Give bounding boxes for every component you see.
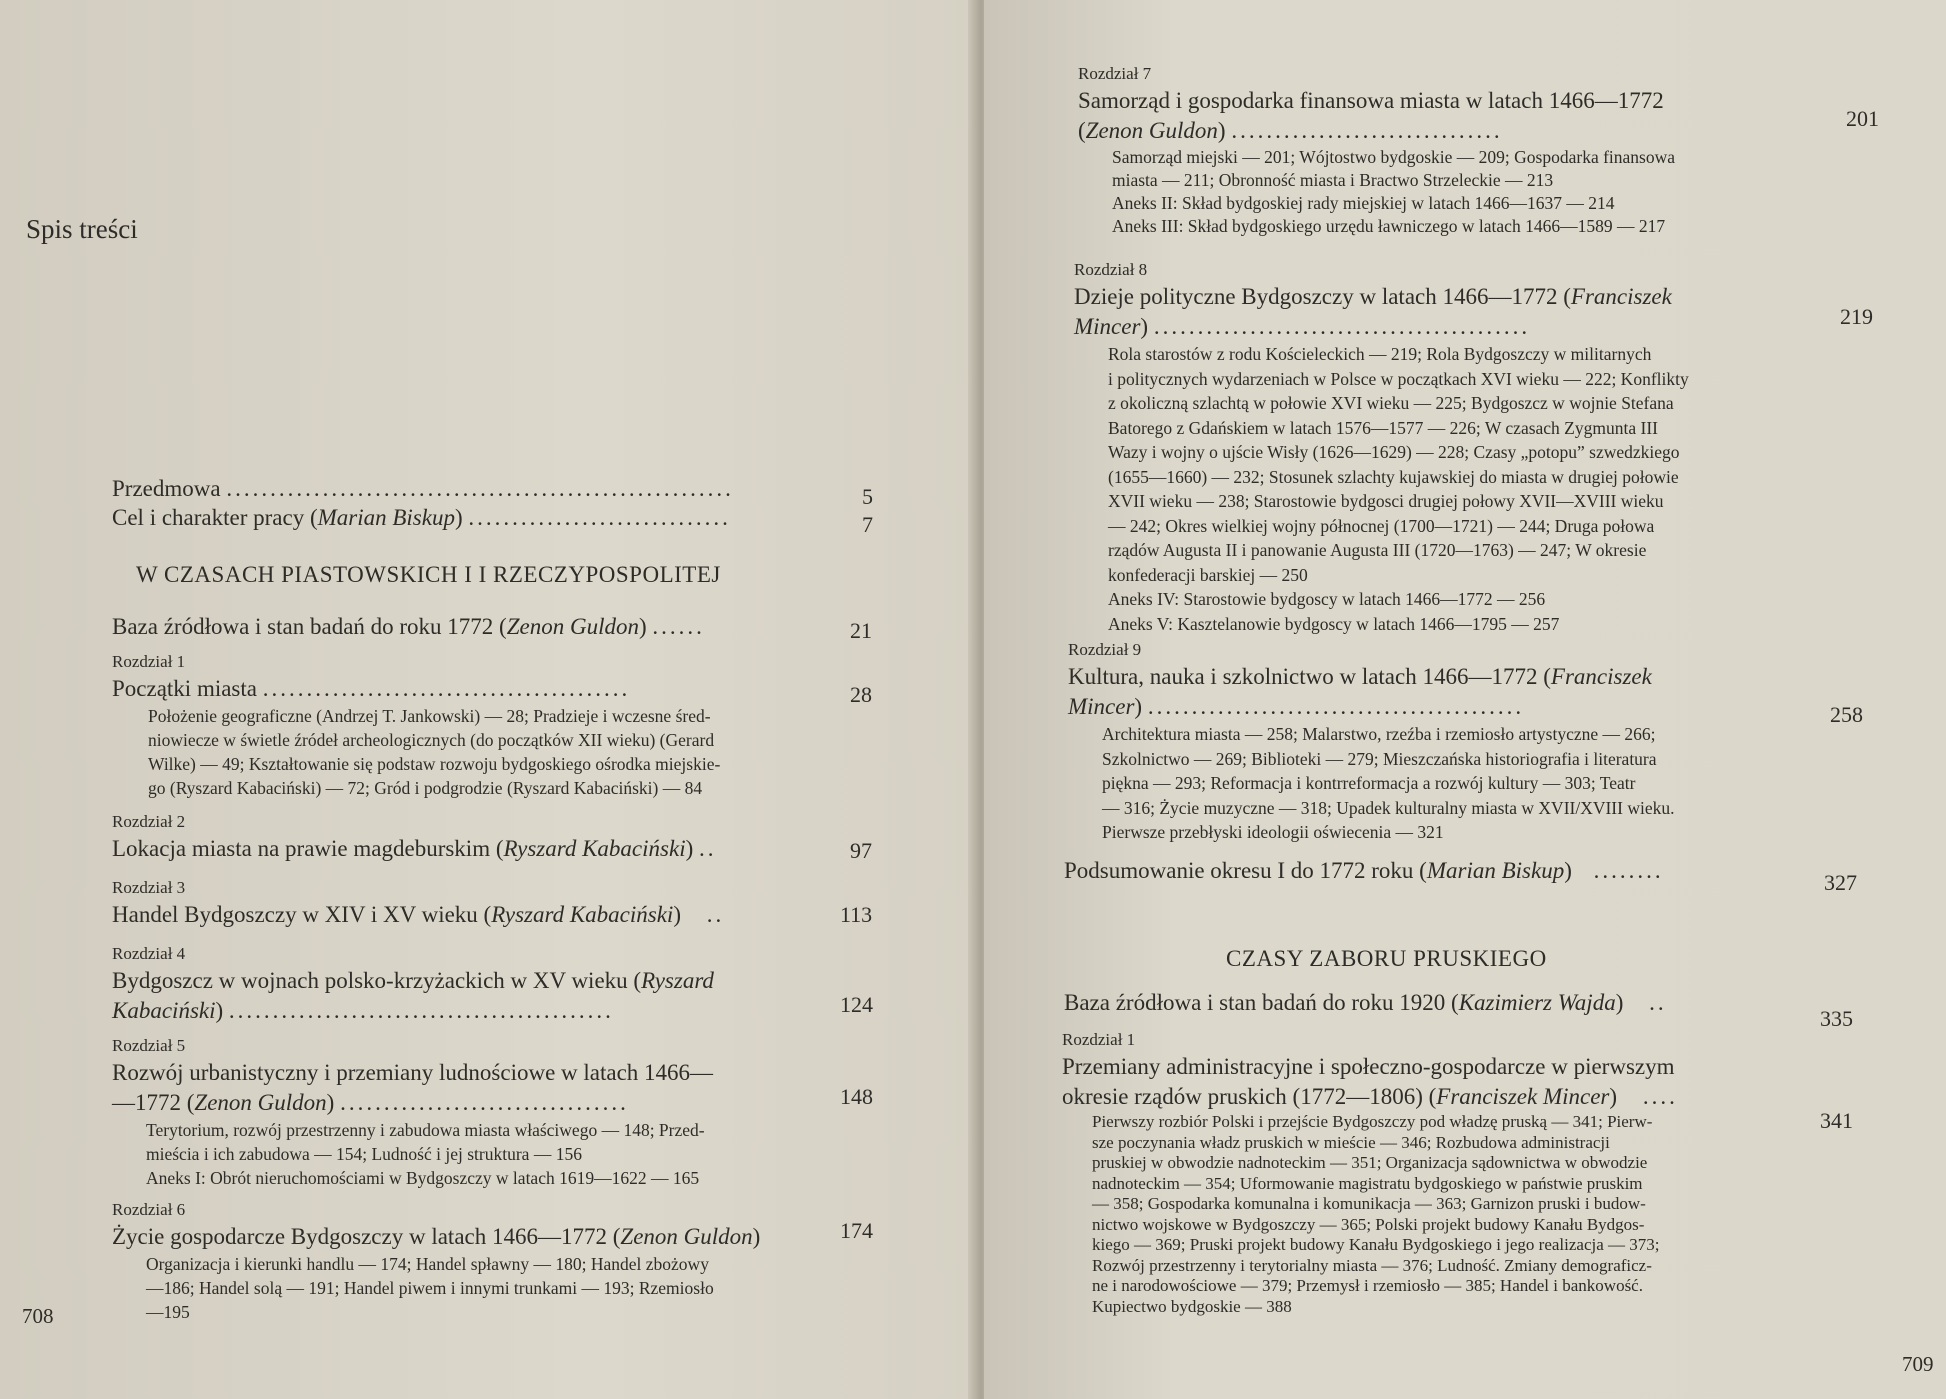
subsection-line: sze poczynania władz pruskich w mieście — 346; Rozbudowa administracji [1092, 1132, 1610, 1152]
entry-author: Ryszard Kabaciński [491, 902, 674, 927]
entry-author: Ryszard [641, 968, 714, 993]
subsection-line: go (Ryszard Kabaciński) — 72; Gród i podgrodzie (Ryszard Kabaciński) — 84 [148, 778, 703, 798]
page-ref: 219 [1840, 304, 1873, 329]
subsection-line: Aneks II: Skład bydgoskiej rady miejskiej w latach 1466—1637 — 214 [1112, 193, 1615, 213]
subsection-line: Położenie geograficzne (Andrzej T. Jankowski) — 28; Pradzieje i wczesne śred- [148, 706, 711, 726]
toc-chapter-4 [112, 944, 872, 1026]
toc-entry-baza [112, 612, 705, 642]
leader-dots: .......................................... [262, 676, 631, 701]
subsection-line: Szkolnictwo — 269; Biblioteki — 279; Mieszczańska historiografia i literatura [1102, 748, 1657, 769]
toc-chapter-6 [112, 1200, 882, 1324]
chapter-label: Rozdział 5 [112, 1036, 186, 1055]
subsection-line: Kupiectwo bydgoskie — 388 [1092, 1296, 1292, 1316]
chapter-label: Rozdział 1 [112, 652, 186, 671]
part-heading: W CZASACH PIASTOWSKICH I I RZECZYPOSPOLITEJ [136, 562, 721, 587]
subsection-line: Wazy i wojny o ujście Wisły (1626—1629) — 228; Czasy „potopu” szwedzkiego [1108, 442, 1680, 462]
chapter-title: Samorząd i gospodarka finansowa miasta w latach 1466—1772 (Zenon Guldon) ............................... [1078, 86, 1778, 146]
entry-author: Marian Biskup [317, 505, 455, 530]
subsection-line: Pierwsze przebłyski ideologii oświecenia — 321 [1102, 822, 1444, 842]
toc-chapter-2 [112, 812, 872, 864]
subsection-line: —195 [146, 1302, 190, 1322]
subsection-line: XVII wieku — 238; Starostowie bydgosci drugiej połowy XVII—XVIII wieku [1108, 491, 1664, 511]
chapter-title [112, 966, 872, 1026]
page-ref: 28 [850, 682, 872, 707]
subsection-line: Organizacja i kierunki handlu — 174; Handel spławny — 180; Handel zbożowy [146, 1254, 709, 1274]
entry-title-close: ) [1609, 1084, 1618, 1109]
chapter-subsections [1092, 1112, 1772, 1317]
subsection-line: — 316; Życie muzyczne — 318; Upadek kulturalny miasta w XVII/XVIII wieku. [1102, 797, 1675, 818]
chapter-title-text: Handel Bydgoszczy w XIV i XV wieku ( [112, 902, 492, 927]
subsection-line: Samorząd miejski — 201; Wójtostwo bydgoskie — 209; Gospodarka finansowa [1112, 147, 1676, 167]
right-page [984, 0, 1946, 1399]
entry-title-close: ) [752, 1224, 761, 1249]
entry-author: Zenon Guldon [620, 1224, 753, 1249]
leader-dots: .. [706, 902, 725, 927]
entry-title: Przedmowa [112, 476, 221, 501]
chapter-title [112, 834, 872, 864]
subsection-line: ne i narodowościowe — 379; Przemysł i rzemiosło — 385; Handel i bankowość. [1092, 1276, 1643, 1295]
part-heading: CZASY ZABORU PRUSKIEGO [1226, 946, 1547, 971]
chapter-title-text: Rozwój urbanistyczny i przemiany ludnościowe w latach 1466— [112, 1060, 714, 1085]
leader-dots: .. [699, 836, 717, 861]
entry-author: Kabaciński [112, 998, 216, 1023]
entry-author: Zenon Guldon [506, 614, 639, 639]
page-ref: 174 [840, 1218, 873, 1243]
entry-author: Franciszek [1570, 284, 1672, 309]
toc-entry-cel [112, 505, 880, 531]
page-ref: 148 [840, 1084, 873, 1109]
subsection-line: Wilke) — 49; Kształtowanie się podstaw rozwoju bydgoskiego ośrodka miejskie- [148, 754, 721, 774]
toc-chapter-9 [1068, 640, 1778, 845]
chapter-subsections [1108, 342, 1778, 636]
subsection-line: rządów Augusta II i panowanie Augusta III (1720—1763) — 247; W okresie [1108, 540, 1647, 560]
subsection-line: —186; Handel solą — 191; Handel piwem i innymi trunkami — 193; Rzemiosło [146, 1278, 714, 1298]
page-ref: 113 [840, 902, 873, 927]
entry-author: Zenon Guldon [194, 1090, 327, 1115]
chapter-title-text: —1772 ( [112, 1090, 195, 1115]
entry-title-close: ) [685, 836, 694, 861]
chapter-subsections [1112, 146, 1778, 238]
page-ref: 21 [850, 618, 872, 643]
chapter-label: Rozdział 4 [112, 944, 186, 963]
chapter-title-text: Dzieje polityczne Bydgoszczy w latach 1466—1772 ( [1074, 284, 1571, 309]
toc-chapter-8 [1074, 260, 1778, 636]
subsection-line: Aneks V: Kasztelanowie bydgoscy w latach 1466—1795 — 257 [1108, 613, 1560, 634]
subsection-line: Architektura miasta — 258; Malarstwo, rzeźba i rzemiosło artystyczne — 266; [1102, 724, 1656, 744]
entry-author: Franciszek [1550, 664, 1652, 689]
subsection-line: piękna — 293; Reformacja i kontrreformacja a rozwój kultury — 303; Teatr [1102, 773, 1636, 793]
chapter-title [112, 1058, 872, 1118]
toc-chapter-5 [112, 1036, 872, 1190]
chapter-title-text: okresie rządów pruskich (1772—1806) ( [1062, 1084, 1437, 1109]
page-ref: 335 [1820, 1006, 1853, 1031]
chapter-label: Rozdział 7 [1078, 64, 1152, 83]
entry-title-close: ) [638, 614, 647, 639]
subsection-line: Rola starostów z rodu Kościeleckich — 219; Rola Bydgoszczy w militarnych [1108, 344, 1652, 364]
leader-dots: .............................. [468, 505, 731, 530]
chapter-label: Rozdział 8 [1074, 260, 1148, 279]
chapter-label: Rozdział 6 [112, 1200, 186, 1219]
chapter-label: Rozdział 2 [112, 812, 186, 831]
chapter-title: Dzieje polityczne Bydgoszczy w latach 1466—1772 (Franciszek Mincer) ........................................... [1074, 284, 1672, 339]
page-number: 708 [22, 1304, 54, 1328]
page-ref: 5 [862, 484, 873, 509]
leader-dots: ............................................ [228, 998, 614, 1023]
page-number: 709 [1902, 1352, 1934, 1376]
chapter-subsections [148, 704, 872, 800]
leader-dots: ...... [652, 614, 705, 639]
chapter-subsections [146, 1252, 882, 1324]
entry-title-close: ) [673, 902, 681, 927]
chapter-title [1062, 1052, 1772, 1112]
entry-title: Cel i charakter pracy ( [112, 505, 318, 530]
entry-title-close: ) [454, 505, 463, 530]
leader-dots: .. [1649, 990, 1667, 1015]
chapter-title [112, 900, 872, 930]
subsection-line: miasta — 211; Obronność miasta i Bractwo Strzeleckie — 213 [1112, 170, 1554, 190]
page-ref: 124 [840, 992, 873, 1017]
entry-author: Ryszard Kabaciński [503, 836, 686, 861]
subsection-line: — 358; Gospodarka komunalna i komunikacja — 363; Garnizon pruski i budow- [1092, 1194, 1646, 1213]
leader-dots: ........................................... [1147, 694, 1525, 719]
leader-dots: ........................................... [1153, 314, 1531, 339]
entry-title: Podsumowanie okresu I do 1772 roku ( [1064, 858, 1427, 883]
subsection-line: mieścia i ich zabudowa — 154; Ludność i jej struktura — 156 [146, 1144, 582, 1164]
entry-author: Franciszek Mincer [1436, 1084, 1610, 1109]
subsection-line: Aneks IV: Starostowie bydgoscy w latach 1466—1772 — 256 [1108, 589, 1546, 609]
page-ref: 341 [1820, 1108, 1853, 1133]
subsection-line: i politycznych wydarzeniach w Polsce w początkach XVI wieku — 222; Konflikty [1108, 368, 1689, 389]
toc-chapter-7 [1078, 64, 1778, 238]
chapter-title-text: Życie gospodarcze Bydgoszczy w latach 1466—1772 ( [112, 1224, 621, 1249]
page-ref: 7 [862, 512, 873, 537]
toc-chapter-1 [112, 652, 872, 800]
chapter-title-text: Przemiany administracyjne i społeczno-gospodarcze w pierwszym [1062, 1054, 1675, 1079]
toc-entry-podsumowanie [1064, 856, 1664, 886]
subsection-line: nadnoteckim — 354; Uformowanie magistratu bydgoskiego w państwie pruskim [1092, 1173, 1643, 1193]
leader-dots: .... [1642, 1084, 1678, 1109]
leader-dots: ............................... [1231, 118, 1503, 143]
leader-dots: ................................. [340, 1090, 629, 1115]
chapter-label: Rozdział 9 [1068, 640, 1142, 659]
chapter-subsections [146, 1118, 872, 1190]
entry-title-close: ) [1615, 990, 1624, 1015]
chapter-label: Rozdział 3 [112, 878, 186, 897]
chapter-title [112, 1222, 882, 1252]
entry-author: Zenon Guldon [1085, 118, 1218, 143]
chapter-title-text: Samorząd i gospodarka finansowa miasta w latach 1466—1772 [1078, 88, 1664, 113]
subsection-line: Pierwszy rozbiór Polski i przejście Bydgoszczy pod władzę pruską — 341; Pierw- [1092, 1112, 1653, 1131]
entry-author: Mincer [1074, 314, 1141, 339]
page-ref: 97 [850, 838, 872, 863]
toc-entry-baza-1920 [1064, 988, 1667, 1018]
toc-entry-przedmowa [112, 476, 880, 502]
page-ref: 201 [1846, 106, 1879, 131]
subsection-line: nictwo wojskowe w Bydgoszczy — 365; Polski projekt budowy Kanału Bydgos- [1092, 1214, 1645, 1234]
subsection-line: z okoliczną szlachtą w połowie XVI wieku — 225; Bydgoszcz w wojnie Stefana [1108, 393, 1674, 413]
toc-heading: Spis treści [26, 214, 138, 244]
chapter-title-text: Bydgoszcz w wojnach polsko-krzyżackich w XV wieku ( [112, 968, 642, 993]
chapter-title-text: Kultura, nauka i szkolnictwo w latach 1466—1772 ( [1068, 664, 1551, 689]
subsection-line: Terytorium, rozwój przestrzenny i zabudowa miasta właściwego — 148; Przed- [146, 1120, 705, 1140]
entry-title-close: ) [215, 998, 224, 1023]
subsection-line: Batorego z Gdańskiem w latach 1576—1577 — 226; W czasach Zygmunta III [1108, 417, 1658, 438]
chapter-title-text: Lokacja miasta na prawie magdeburskim ( [112, 836, 504, 861]
chapter-subsections [1102, 722, 1778, 845]
subsection-line: (1655—1660) — 232; Stosunek szlachty kujawskiej do miasta w drugiej połowie [1108, 466, 1679, 487]
subsection-line: niowiecze w świetle źródeł archeologicznych (do początków XII wieku) (Gerard [148, 730, 715, 750]
leader-dots: .......................................................... [226, 476, 734, 501]
chapter-title [112, 674, 872, 704]
leader-dots: ........ [1593, 858, 1664, 883]
entry-title: Baza źródłowa i stan badań do roku 1920 ( [1064, 990, 1459, 1015]
toc-chapter-3 [112, 878, 872, 930]
entry-title-close: ) [1564, 858, 1572, 883]
entry-title-close: ) [326, 1090, 335, 1115]
page-ref: 258 [1830, 702, 1863, 727]
chapter-label: Rozdział 1 [1062, 1030, 1136, 1049]
subsection-line: Aneks III: Skład bydgoskiego urzędu ławniczego w latach 1466—1589 — 217 [1112, 216, 1666, 236]
subsection-line: — 242; Okres wielkiej wojny północnej (1700—1721) — 244; Druga połowa [1108, 515, 1655, 536]
subsection-line: pruskiej w obwodzie nadnoteckim — 351; Organizacja sądownictwa w obwodzie [1092, 1153, 1648, 1172]
chapter-title: Kultura, nauka i szkolnictwo w latach 1466—1772 (Franciszek Mincer) ........................................... [1068, 664, 1652, 719]
subsection-line: konfederacji barskiej — 250 [1108, 564, 1308, 585]
entry-title: Baza źródłowa i stan badań do roku 1772 ( [112, 614, 507, 639]
chapter-title-text: Początki miasta [112, 676, 257, 701]
toc-chapter-prussian-1 [1062, 1030, 1772, 1317]
entry-author: Mincer [1068, 694, 1135, 719]
subsection-line: kiego — 369; Pruski projekt budowy Kanału Bydgoskiego i jego realizacja — 373; [1092, 1235, 1660, 1254]
entry-author: Kazimierz Wajda [1458, 990, 1616, 1015]
page-ref: 327 [1824, 870, 1857, 895]
entry-author: Marian Biskup [1426, 858, 1565, 883]
subsection-line: Rozwój przestrzenny i terytorialny miasta — 376; Ludność. Zmiany demograficz- [1092, 1255, 1652, 1275]
subsection-line: Aneks I: Obrót nieruchomościami w Bydgoszczy w latach 1619—1622 — 165 [146, 1168, 700, 1188]
